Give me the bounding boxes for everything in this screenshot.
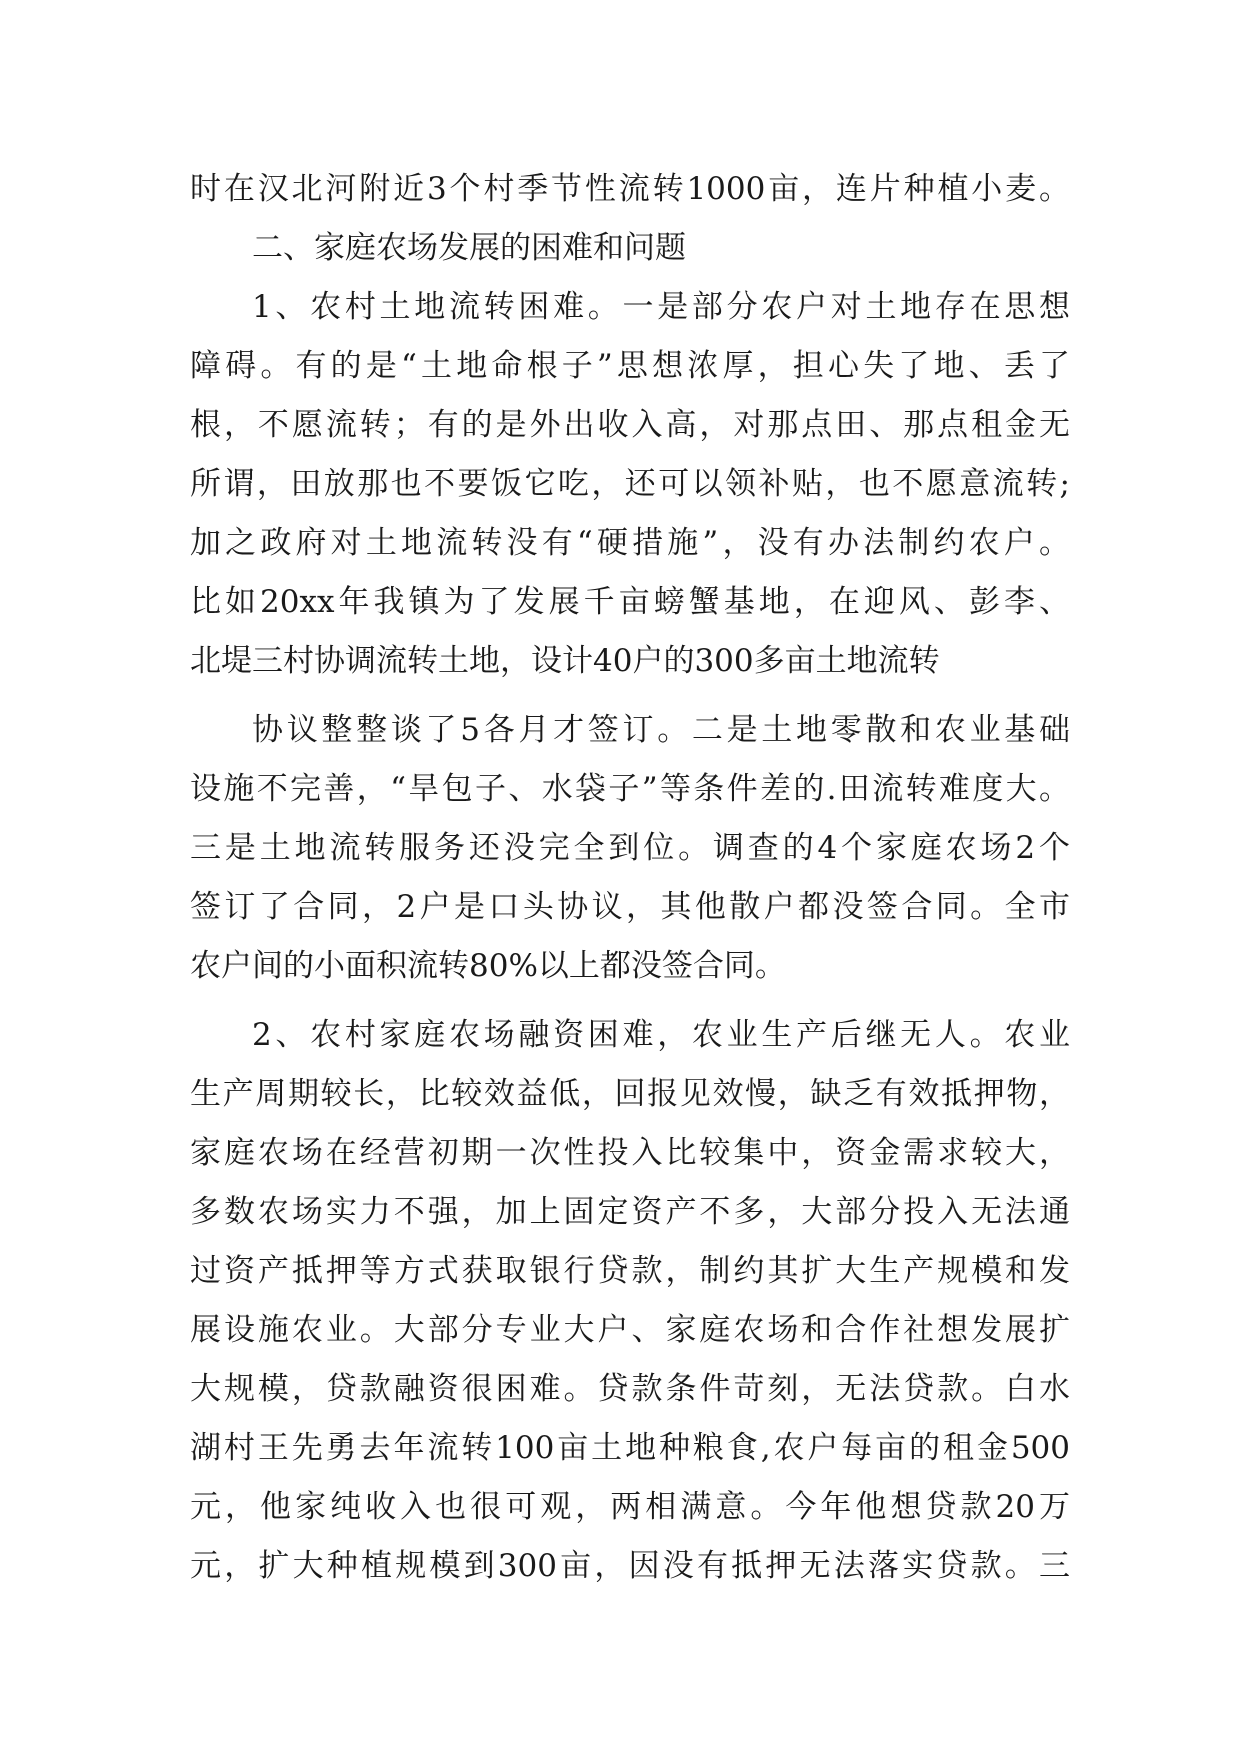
text-line: 比如20xx年我镇为了发展千亩螃蟹基地，在迎风、彭李、 [190, 584, 1070, 620]
text-line: 北堤三村协调流转土地，设计40户的300多亩土地流转 [190, 643, 940, 679]
text-line: 根，不愿流转；有的是外出收入高，对那点田、那点租金无 [190, 407, 1070, 443]
paragraph-start: 2、农村家庭农场融资困难，农业生产后继无人。农业 [252, 1017, 1070, 1053]
text-line: 大规模，贷款融资很困难。贷款条件苛刻，无法贷款。白水 [190, 1371, 1070, 1407]
paragraph-start: 1、农村土地流转困难。一是部分农户对土地存在思想 [252, 289, 1070, 325]
text-line: 过资产抵押等方式获取银行贷款，制约其扩大生产规模和发 [190, 1253, 1070, 1289]
text-line: 湖村王先勇去年流转100亩土地种粮食,农户每亩的租金500 [190, 1430, 1070, 1466]
document-body [190, 160, 1070, 1596]
text-line: 生产周期较长，比较效益低，回报见效慢，缺乏有效抵押物， [190, 1076, 1070, 1112]
text-line: 签订了合同，2户是口头协议，其他散户都没签合同。全市 [190, 889, 1070, 925]
section-heading: 二、家庭农场发展的困难和问题 [252, 230, 686, 266]
text-line: 设施不完善，“旱包子、水袋子”等条件差的.田流转难度大。 [190, 771, 1070, 807]
paragraph-start: 协议整整谈了5各月才签订。二是土地零散和农业基础 [252, 712, 1070, 748]
text-line: 三是土地流转服务还没完全到位。调查的4个家庭农场2个 [190, 830, 1070, 866]
text-line: 障碍。有的是“土地命根子”思想浓厚，担心失了地、丢了 [190, 348, 1070, 384]
text-line: 家庭农场在经营初期一次性投入比较集中，资金需求较大， [190, 1135, 1070, 1171]
text-line: 所谓，田放那也不要饭它吃，还可以领补贴，也不愿意流转; [190, 466, 1070, 502]
text-line: 时在汉北河附近3个村季节性流转1000亩，连片种植小麦。 [190, 171, 1070, 207]
text-line: 多数农场实力不强，加上固定资产不多，大部分投入无法通 [190, 1194, 1070, 1230]
text-line: 展设施农业。大部分专业大户、家庭农场和合作社想发展扩 [190, 1312, 1070, 1348]
text-line: 加之政府对土地流转没有“硬措施”，没有办法制约农户。 [190, 525, 1070, 561]
text-line: 农户间的小面积流转80%以上都没签合同。 [190, 948, 786, 984]
text-line: 元，他家纯收入也很可观，两相满意。今年他想贷款20万 [190, 1489, 1070, 1525]
text-line: 元，扩大种植规模到300亩，因没有抵押无法落实贷款。三 [190, 1548, 1070, 1584]
